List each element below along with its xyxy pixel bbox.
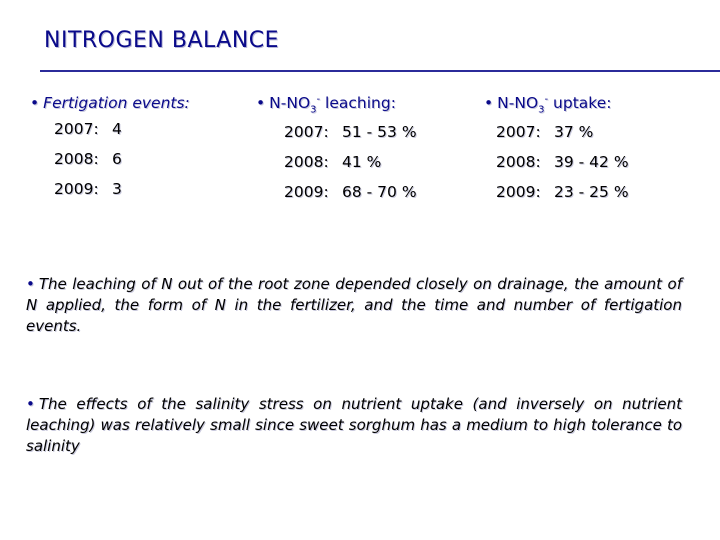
- value-label: 6: [112, 150, 122, 168]
- data-row: [256, 153, 417, 175]
- value-label: 39 - 42 %: [554, 153, 629, 172]
- bullet-icon: •: [26, 275, 35, 293]
- heading-suffix: leaching:: [320, 94, 396, 113]
- page-title: NITROGEN BALANCE: [44, 28, 280, 53]
- value-label: 3: [112, 180, 122, 198]
- column-heading: [484, 94, 629, 115]
- value-label: 41 %: [342, 153, 382, 172]
- heading-superscript: -: [316, 94, 321, 105]
- value-label: 68 - 70 %: [342, 183, 417, 202]
- year-label: 2007:: [54, 120, 99, 138]
- bullet-icon: •: [256, 94, 266, 113]
- data-row: [484, 183, 629, 205]
- year-label: 2008:: [54, 150, 99, 168]
- year-label: 2009:: [496, 183, 541, 202]
- leaching-paragraph: [26, 274, 682, 337]
- value-label: 23 - 25 %: [554, 183, 629, 202]
- data-row: [30, 120, 190, 142]
- salinity-paragraph: [26, 394, 682, 457]
- year-label: 2009:: [54, 180, 99, 198]
- bullet-icon: •: [26, 395, 35, 413]
- data-row: [256, 183, 417, 205]
- value-label: 37 %: [554, 123, 594, 142]
- year-label: 2009:: [284, 183, 329, 202]
- bullet-icon: •: [30, 94, 40, 112]
- heading-subscript: 3: [538, 104, 545, 116]
- data-row: [484, 153, 629, 175]
- data-row: [30, 150, 190, 172]
- heading-superscript: -: [544, 94, 549, 105]
- paragraph-text: The leaching of N out of the root zone depended closely on drainage, the amount of N applied, the form of N in the fertilizer, and the time and number of fertigation events.: [26, 275, 682, 335]
- year-label: 2007:: [496, 123, 541, 142]
- heading-label: Fertigation events:: [43, 94, 190, 112]
- uptake-column: [484, 94, 629, 205]
- leaching-column: [256, 94, 417, 205]
- year-label: 2007:: [284, 123, 329, 142]
- data-row: [484, 123, 629, 145]
- heading-suffix: uptake:: [548, 94, 612, 113]
- value-label: 4: [112, 120, 122, 138]
- data-row: [30, 180, 190, 202]
- heading-prefix: N-NO: [269, 94, 311, 113]
- paragraph-text: The effects of the salinity stress on nutrient uptake (and inversely on nutrient leaching) was relatively small since sweet sorghum has a medium to high tolerance to salinity: [26, 395, 682, 455]
- year-label: 2008:: [496, 153, 541, 172]
- value-label: 51 - 53 %: [342, 123, 417, 142]
- heading-prefix: N-NO: [497, 94, 539, 113]
- heading-subscript: 3: [310, 104, 317, 116]
- title-divider: [40, 70, 720, 72]
- column-heading: [256, 94, 417, 115]
- year-label: 2008:: [284, 153, 329, 172]
- column-heading: [30, 94, 190, 112]
- bullet-icon: •: [484, 94, 494, 113]
- data-row: [256, 123, 417, 145]
- fertigation-events-column: [30, 94, 190, 202]
